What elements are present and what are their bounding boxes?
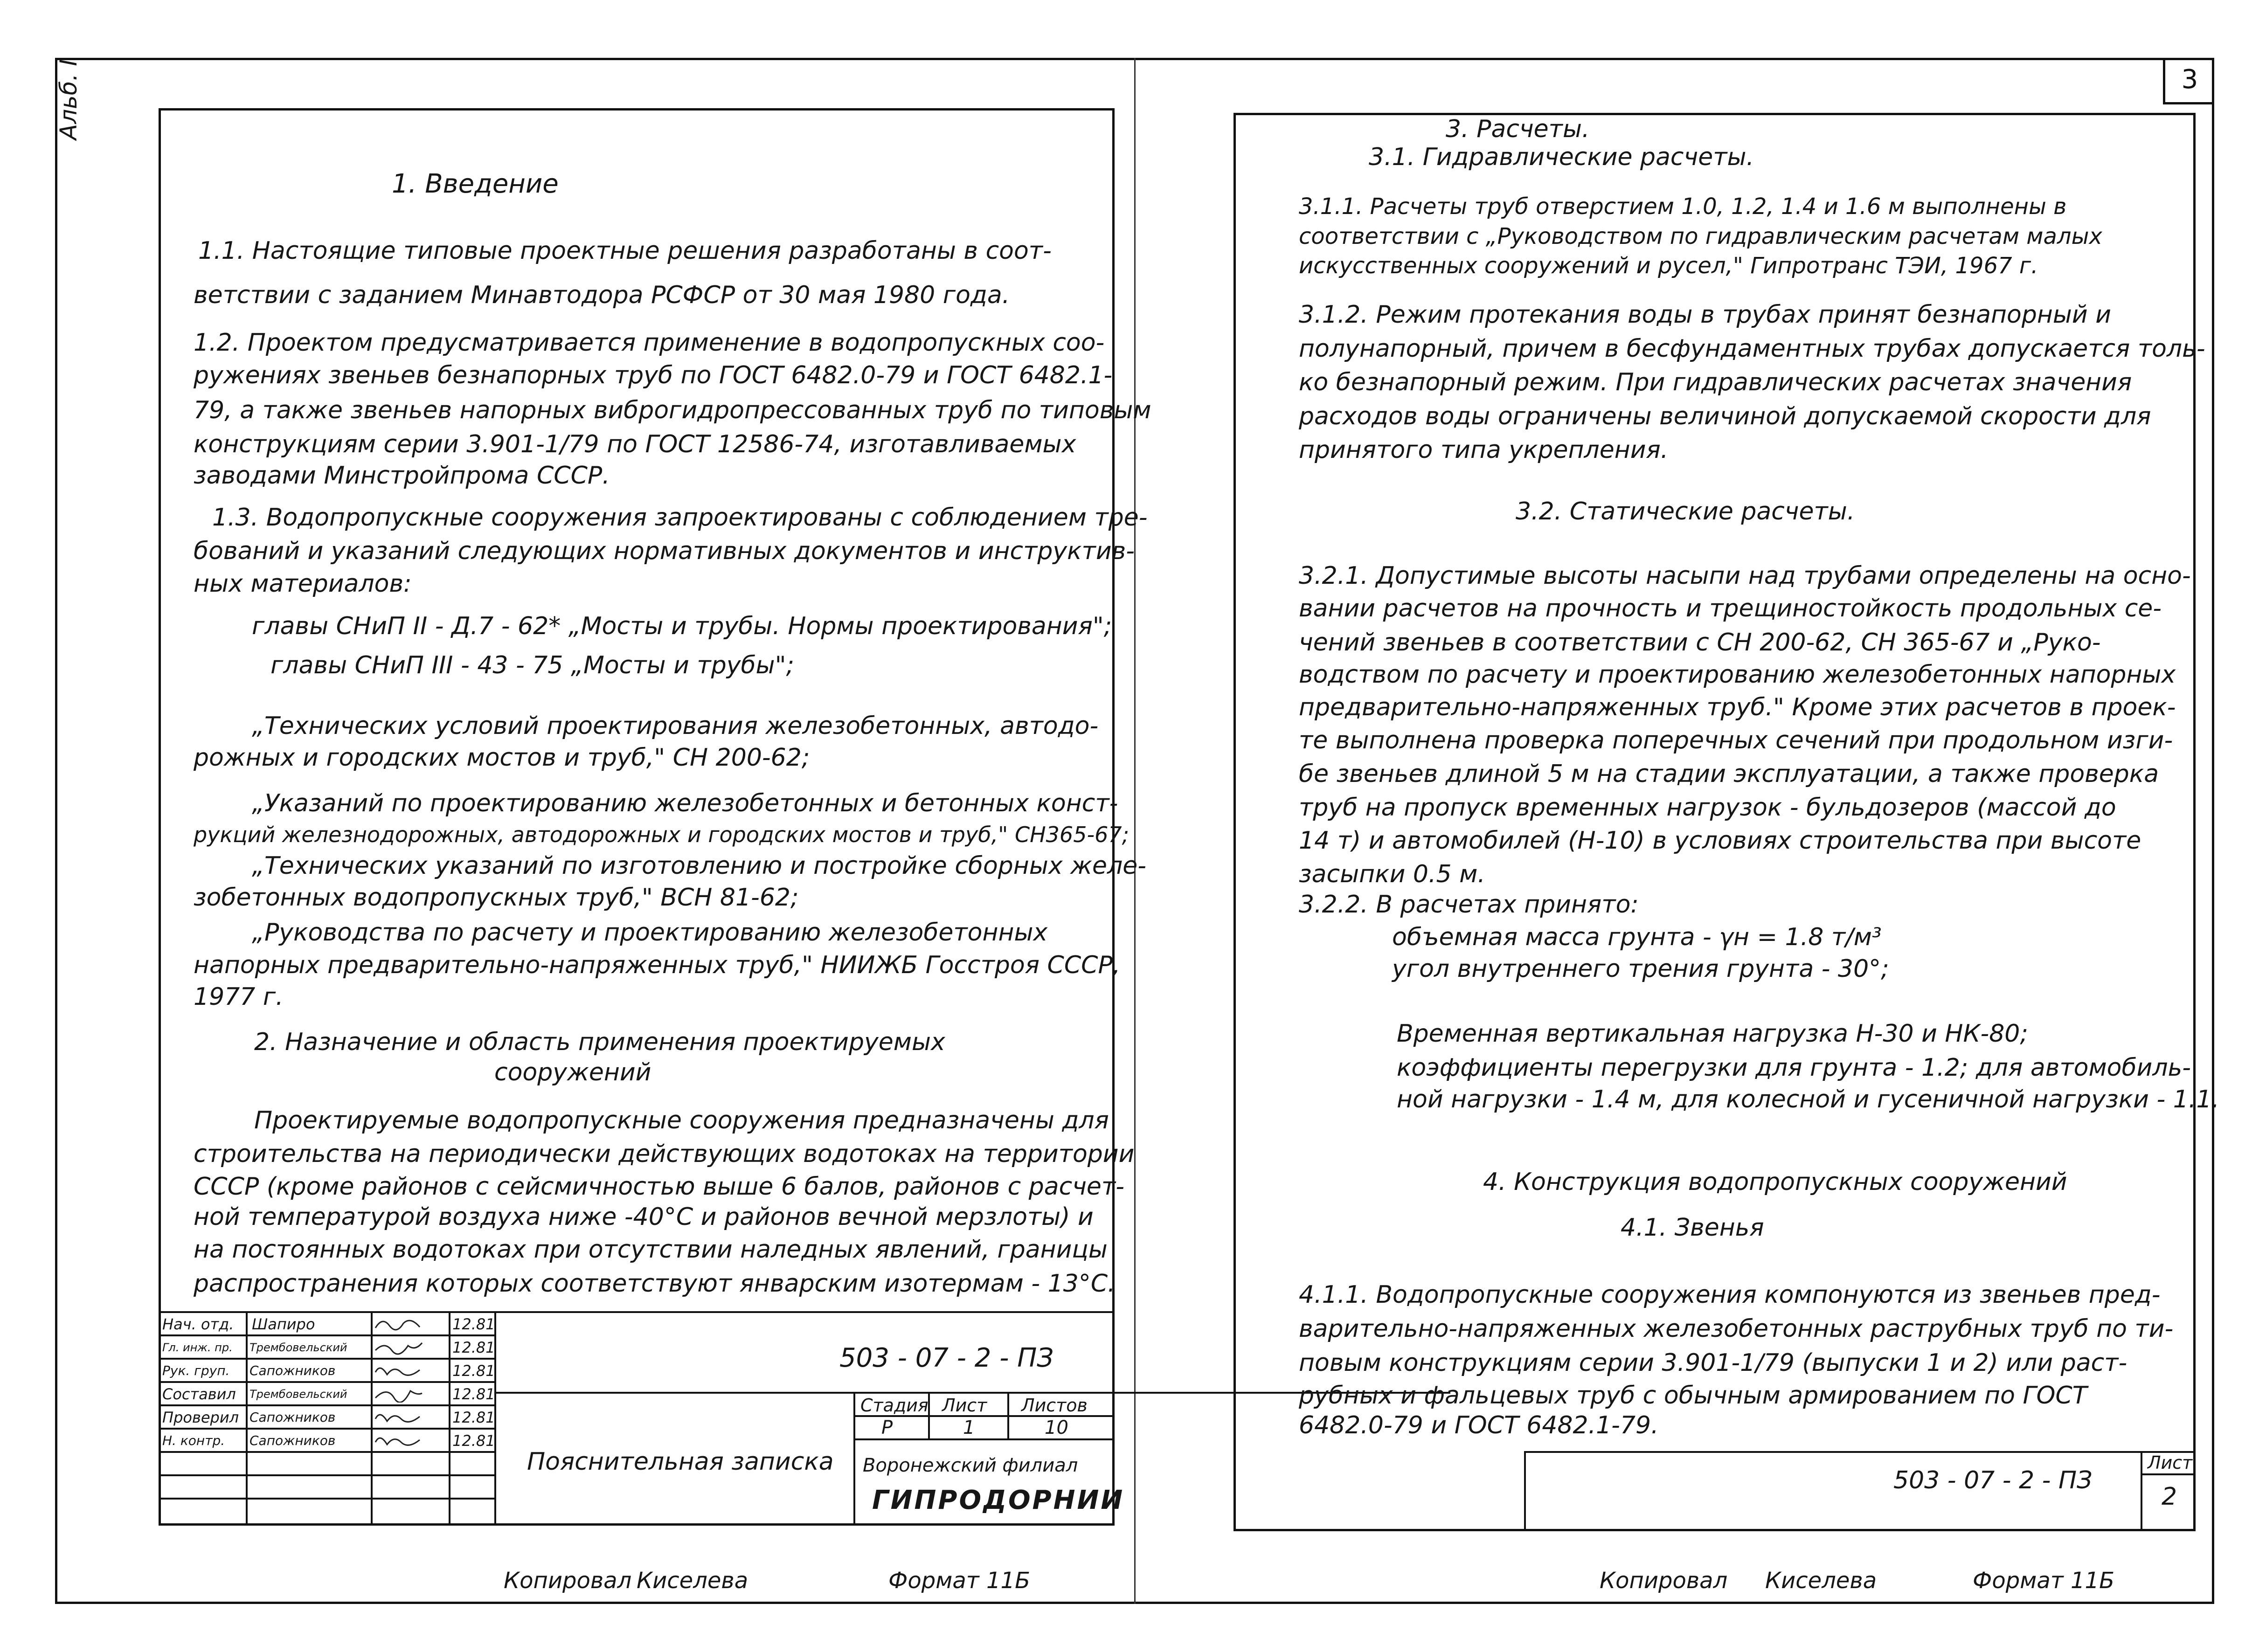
- role-label: Составил: [162, 1385, 236, 1403]
- signature-4: [373, 1384, 424, 1403]
- name-label: Сапожников: [249, 1433, 336, 1448]
- text-line: 3.1.1. Расчеты труб отверстием 1.0, 1.2, 1.4 и 1.6 м выполнены в: [1299, 194, 2067, 220]
- date-label: 12.81: [452, 1339, 495, 1356]
- text-line: Проектируемые водопропускные сооружения предназначены для: [254, 1106, 1109, 1134]
- tb-line: [159, 1334, 494, 1336]
- stamp-vline: [1524, 1451, 1526, 1531]
- stamp-top-line: [1524, 1451, 2196, 1453]
- stamp-line: [2141, 1473, 2196, 1475]
- doc-code: 503 - 07 - 2 - ПЗ: [839, 1343, 1054, 1373]
- text-line: объемная масса грунта - γн = 1.8 т/м³: [1392, 923, 1882, 951]
- text-line: Временная вертикальная нагрузка Н-30 и НК-80;: [1397, 1020, 2028, 1048]
- text-line: те выполнена проверка поперечных сечений при продольном изги-: [1299, 726, 2173, 754]
- text-line: ветствии с заданием Минавтодора РСФСР от 30 мая 1980 года.: [194, 281, 1010, 309]
- signature-1: [373, 1314, 424, 1333]
- text-line: коэффициенты перегрузки для грунта - 1.2; для автомобиль-: [1397, 1054, 2191, 1082]
- tb-vline: [853, 1392, 855, 1526]
- text-line: водством по расчету и проектированию железобетонных напорных: [1299, 661, 2176, 689]
- text-line: 79, а также звеньев напорных виброгидропрессованных труб по типовым: [194, 396, 1151, 424]
- text-line: „Технических условий проектирования железобетонных, автодо-: [252, 712, 1099, 740]
- text-line: ружениях звеньев безнапорных труб по ГОСТ 6482.0-79 и ГОСТ 6482.1-: [194, 361, 1113, 389]
- role-label: Нач. отд.: [162, 1315, 234, 1333]
- name-label: Трембовельский: [249, 1341, 347, 1354]
- sheets-header: Листов: [1021, 1395, 1088, 1416]
- footer-name-left: Киселева: [637, 1568, 748, 1594]
- text-line: строительства на периодически действующих водотоках на территории: [194, 1140, 1135, 1168]
- text-line: на постоянных водотоках при отсутствии наледных явлений, границы: [194, 1236, 1108, 1264]
- text-line: 3.1.2. Режим протекания воды в трубах принят безнапорный и: [1299, 301, 2112, 329]
- stamp-sheet-label: Лист: [2148, 1452, 2193, 1473]
- date-label: 12.81: [452, 1362, 495, 1380]
- tb-line: [853, 1438, 1115, 1440]
- text-line: ной температурой воздуха ниже -40°С и районов вечной мерзлоты) и: [194, 1203, 1094, 1231]
- text-line: полунапорный, причем в бесфундаментных трубах допускается толь-: [1299, 335, 2205, 363]
- text-line: бований и указаний следующих нормативных документов и инструктив-: [194, 537, 1135, 565]
- text-line: искусственных сооружений и русел," Гипротранс ТЭИ, 1967 г.: [1299, 253, 2038, 279]
- sheets-value: 10: [1045, 1417, 1068, 1438]
- role-label: Рук. груп.: [162, 1363, 230, 1378]
- text-line: рукций железнодорожных, автодорожных и городских мостов и труб," СН365-67;: [194, 822, 1130, 847]
- text-line: расходов воды ограничены величиной допускаемой скорости для: [1299, 402, 2151, 430]
- footer-copied-left: Копировал: [504, 1568, 632, 1594]
- heading-construction: 4. Конструкция водопропускных сооружений: [1483, 1168, 2067, 1196]
- date-label: 12.81: [452, 1432, 495, 1450]
- footer-copied-right: Копировал: [1600, 1568, 1728, 1594]
- footer-format-left: Формат 11Б: [888, 1568, 1031, 1594]
- text-line: распространения которых соответствуют январским изотермам - 13°С.: [194, 1270, 1116, 1298]
- tb-line: [159, 1358, 494, 1360]
- text-line: угол внутреннего трения грунта - 30°;: [1392, 955, 1889, 983]
- tb-line: [159, 1498, 494, 1500]
- org-line-2: ГИПРОДОРНИИ: [872, 1485, 1125, 1515]
- signature-5: [373, 1407, 424, 1426]
- text-line: „Руководства по расчету и проектированию железобетонных: [252, 919, 1048, 947]
- text-line: 1.2. Проектом предусматривается применение в водопропускных соо-: [194, 329, 1105, 357]
- date-label: 12.81: [452, 1385, 495, 1403]
- text-line: главы СНиП II - Д.7 - 62* „Мосты и трубы. Нормы проектирования";: [252, 612, 1112, 640]
- heading-hydraulic: 3.1. Гидравлические расчеты.: [1369, 143, 1754, 171]
- stamp-doc-code: 503 - 07 - 2 - ПЗ: [1893, 1466, 2093, 1494]
- text-line: конструкциям серии 3.901-1/79 по ГОСТ 12586-74, изготавливаемых: [194, 430, 1076, 458]
- name-label: Трембовельский: [249, 1388, 347, 1401]
- sheet-header: Лист: [942, 1395, 987, 1416]
- text-line: ных материалов:: [194, 570, 412, 598]
- signature-2: [373, 1337, 424, 1356]
- sheet-value: 1: [963, 1417, 975, 1438]
- text-line: напорных предварительно-напряженных труб," НИИЖБ Госстроя СССР,: [194, 951, 1121, 979]
- tb-line: [159, 1451, 494, 1453]
- tb-top-line: [159, 1311, 1115, 1313]
- name-label: Сапожников: [249, 1363, 336, 1378]
- sheet-number-top: 3: [2163, 58, 2214, 104]
- text-line: зобетонных водопропускных труб," ВСН 81-62;: [194, 884, 799, 912]
- footer-format-right: Формат 11Б: [1973, 1568, 2115, 1594]
- text-line: варительно-напряженных железобетонных раструбных труб по ти-: [1299, 1315, 2174, 1343]
- text-line: повым конструкциям серии 3.901-1/79 (выпуски 1 и 2) или раст-: [1299, 1349, 2127, 1377]
- page-fold-line: [1134, 58, 1136, 1604]
- text-line: 6482.0-79 и ГОСТ 6482.1-79.: [1299, 1411, 1659, 1439]
- tb-vline: [246, 1311, 248, 1526]
- text-line: СССР (кроме районов с сейсмичностью выше 6 балов, районов с расчет-: [194, 1173, 1124, 1201]
- text-line: предварительно-напряженных труб." Кроме этих расчетов в проек-: [1299, 693, 2176, 721]
- tb-vline: [449, 1311, 450, 1526]
- text-line: чений звеньев в соответствии с СН 200-62, СН 365-67 и „Руко-: [1299, 629, 2101, 657]
- org-line-1: Воронежский филиал: [863, 1455, 1078, 1476]
- heading-links: 4.1. Звенья: [1621, 1214, 1764, 1242]
- role-label: Н. контр.: [162, 1433, 225, 1448]
- stamp-sheet-value: 2: [2162, 1483, 2177, 1511]
- date-label: 12.81: [452, 1315, 495, 1333]
- text-line: труб на пропуск временных нагрузок - бульдозеров (массой до: [1299, 794, 2116, 822]
- text-line: соответствии с „Руководством по гидравлическим расчетам малых: [1299, 223, 2102, 249]
- text-line: 1.1. Настоящие типовые проектные решения разработаны в соот-: [198, 237, 1052, 265]
- heading-purpose: 2. Назначение и область применения проектируемых: [254, 1028, 945, 1056]
- tb-line: [159, 1404, 494, 1406]
- text-line: принятого типа укрепления.: [1299, 436, 1669, 464]
- text-line: „Технических указаний по изготовлению и постройке сборных желе-: [252, 852, 1146, 880]
- tb-line: [159, 1474, 494, 1476]
- text-line: 4.1.1. Водопропускные сооружения компонуются из звеньев пред-: [1299, 1281, 2161, 1309]
- text-line: 3.2.1. Допустимые высоты насыпи над трубами определены на осно-: [1299, 562, 2191, 590]
- text-line: заводами Минстройпрома СССР.: [194, 462, 610, 490]
- tb-line: [159, 1428, 494, 1430]
- text-line: бе звеньев длиной 5 м на стадии эксплуатации, а также проверка: [1299, 760, 2159, 788]
- text-line: рожных и городских мостов и труб," СН 200-62;: [194, 744, 810, 772]
- name-label: Шапиро: [252, 1315, 315, 1333]
- text-line: ной нагрузки - 1.4 м, для колесной и гусеничной нагрузки - 1.1.: [1397, 1085, 2219, 1113]
- tb-vline: [371, 1311, 373, 1526]
- signature-6: [373, 1431, 424, 1449]
- heading-purpose-cont: сооружений: [494, 1058, 651, 1086]
- text-line: 3.2.2. В расчетах принято:: [1299, 891, 1639, 919]
- role-label: Проверил: [162, 1409, 239, 1426]
- stamp-vline: [2141, 1451, 2142, 1531]
- heading-calculations: 3. Расчеты.: [1446, 115, 1590, 143]
- text-line: 1977 г.: [194, 983, 284, 1011]
- name-label: Сапожников: [249, 1410, 336, 1425]
- stage-value: Р: [881, 1417, 893, 1438]
- album-mark: Альб. I: [55, 59, 82, 140]
- footer-name-right: Киселева: [1765, 1568, 1877, 1594]
- doc-title: Пояснительная записка: [527, 1448, 834, 1476]
- stage-header: Стадия: [860, 1395, 929, 1416]
- text-line: вании расчетов на прочность и трещиностойкость продольных се-: [1299, 594, 2162, 622]
- text-line: рубных и фальцевых труб с обычным армированием по ГОСТ: [1299, 1382, 2087, 1410]
- text-line: „Указаний по проектированию железобетонных и бетонных конст-: [252, 789, 1118, 817]
- tb-vline: [1007, 1392, 1009, 1438]
- heading-static: 3.2. Статические расчеты.: [1516, 498, 1855, 525]
- text-line: 14 т) и автомобилей (Н-10) в условиях строительства при высоте: [1299, 827, 2141, 855]
- text-line: главы СНиП III - 43 - 75 „Мосты и трубы";: [270, 651, 795, 679]
- date-label: 12.81: [452, 1409, 495, 1426]
- heading-introduction: 1. Введение: [392, 169, 559, 199]
- text-line: ко безнапорный режим. При гидравлических расчетах значения: [1299, 368, 2132, 396]
- role-label: Гл. инж. пр.: [162, 1341, 233, 1354]
- text-line: 1.3. Водопропускные сооружения запроектированы с соблюдением тре-: [212, 504, 1148, 532]
- tb-line: [159, 1381, 494, 1383]
- signature-3: [373, 1361, 424, 1379]
- text-line: засыпки 0.5 м.: [1299, 860, 1485, 888]
